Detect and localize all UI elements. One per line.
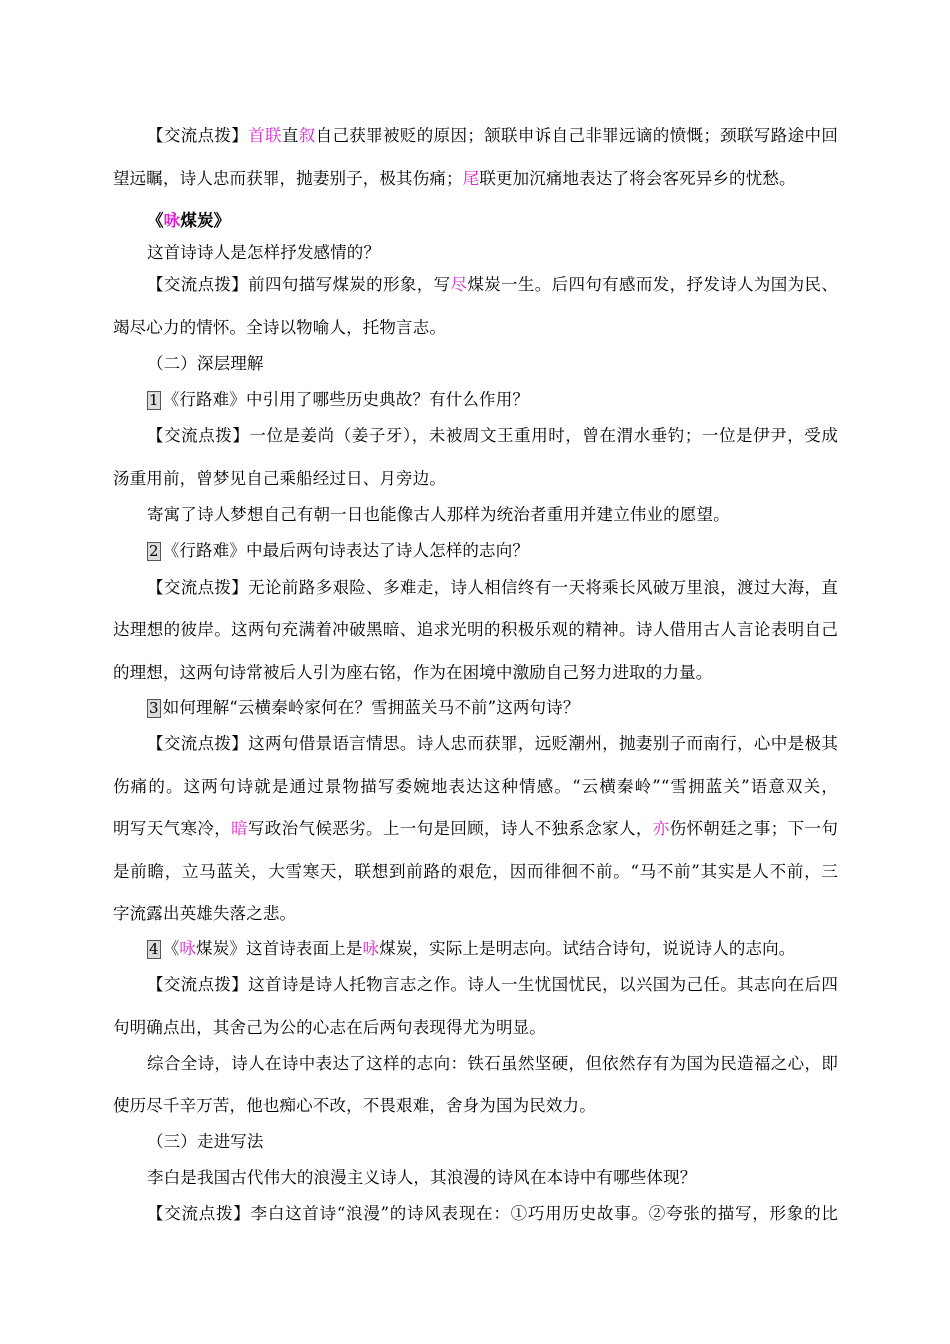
- highlight-text: 咏: [362, 939, 380, 958]
- question-number-box: 1: [149, 391, 159, 409]
- question-line: 这首诗诗人是怎样抒发感情的？: [147, 243, 381, 262]
- paragraph-line: [147, 273, 838, 297]
- text-run: 煤炭》: [180, 211, 231, 230]
- highlight-text: 尾: [462, 169, 480, 188]
- text-run: 《: [147, 211, 164, 230]
- text-run: 望远瞩，诗人忠而获罪，抛妻别子，极其伤痛；: [113, 169, 463, 188]
- highlight-text: 亦: [652, 819, 670, 838]
- text-run: 明写天气寒冷，: [113, 819, 232, 838]
- highlight-text: 叙: [298, 126, 316, 145]
- text-run: 煤炭，实际上是明志向。试结合诗句，说说诗人的志向。: [379, 939, 796, 958]
- paragraph-line: [147, 124, 838, 148]
- text-run: 伤怀朝廷之事；下一句: [669, 819, 839, 838]
- text-run: 煤炭一生。后四句有感而发，抒发诗人为国为民、: [467, 275, 838, 294]
- paragraph-line: 【交流点拨】这两句借景语言情思。诗人忠而获罪，远贬潮州，抛妻别子而南行，心中是极其: [147, 734, 838, 753]
- paragraph-line: 字流露出英雄失落之悲。: [113, 904, 297, 923]
- highlight-text: 暗: [231, 819, 248, 838]
- text-run: 【交流点拨】: [147, 126, 249, 145]
- paragraph-line: [113, 167, 838, 191]
- question-number-box: 4: [149, 940, 159, 958]
- text-run: 联更加沉痛地表达了将会客死异乡的忧愁。: [479, 169, 796, 188]
- paragraph-line: 达理想的彼岸。这两句充满着冲破黑暗、追求光明的积极乐观的精神。诗人借用古人言论表明自己: [113, 620, 838, 639]
- text-run: 如何理解“云横秦岭家何在？雪拥蓝关马不前”这两句诗？: [162, 698, 580, 717]
- paragraph-line: 使历尽千辛万苦，他也痴心不改，不畏艰难，舍身为国为民效力。: [113, 1096, 596, 1115]
- text-run: 《: [162, 939, 180, 958]
- text-run: 《行路难》中引用了哪些历史典故？有什么作用？: [162, 390, 530, 409]
- paragraph-line: 句明确点出，其舍己为公的心志在后两句表现得尤为明显。: [113, 1018, 546, 1037]
- question-number-box: 3: [149, 699, 159, 717]
- paragraph-line: 伤痛的。这两句诗就是通过景物描写委婉地表达这种情感。“云横秦岭”“雪拥蓝关”语意双关，: [113, 777, 838, 796]
- paragraph-line: [113, 817, 838, 841]
- question-line: 李白是我国古代伟大的浪漫主义诗人，其浪漫的诗风在本诗中有哪些体现？: [147, 1168, 697, 1187]
- text-run: 【交流点拨】前四句描写煤炭的形象，写: [147, 275, 451, 294]
- text-run: 自己获罪被贬的原因；颔联申诉自己非罪远谪的愤慨；颈联写路途中回: [315, 126, 838, 145]
- highlight-text: 首联: [248, 126, 282, 145]
- text-run: 直: [281, 126, 299, 145]
- paragraph-line: 【交流点拨】无论前路多艰险、多难走，诗人相信终有一天将乘长风破万里浪，渡过大海，直: [147, 578, 838, 597]
- question-number-box: 2: [149, 542, 159, 560]
- text-run: 写政治气候恶劣。上一句是回顾，诗人不独系念家人，: [247, 819, 653, 838]
- paragraph-line: 【交流点拨】一位是姜尚（姜子牙），未被周文王重用时，曾在渭水垂钓；一位是伊尹，受成: [147, 426, 838, 445]
- text-run: 煤炭》这首诗表面上是: [196, 939, 363, 958]
- highlight-text: 咏: [163, 211, 181, 230]
- paragraph-line: 的理想，这两句诗常被后人引为座右铭，作为在困境中激励自己努力进取的力量。: [113, 663, 713, 682]
- section-heading: （二）深层理解: [147, 354, 264, 373]
- highlight-text: 尽: [450, 275, 468, 294]
- question-line: [147, 539, 838, 563]
- question-line: [147, 388, 838, 412]
- section-heading: （三）走进写法: [147, 1132, 264, 1151]
- text-run: 《行路难》中最后两句诗表达了诗人怎样的志向？: [162, 541, 530, 560]
- paragraph-line: 寄寓了诗人梦想自己有朝一日也能像古人那样为统治者重用并建立伟业的愿望。: [147, 505, 730, 524]
- paragraph-line: 竭尽心力的情怀。全诗以物喻人，托物言志。: [113, 318, 446, 337]
- paragraph-line: 是前瞻，立马蓝关，大雪寒天，联想到前路的艰危，因而徘徊不前。“马不前”其实是人不前，三: [113, 862, 838, 881]
- highlight-text: 咏: [179, 939, 197, 958]
- paragraph-line: 汤重用前，曾梦见自己乘船经过日、月旁边。: [113, 469, 446, 488]
- paragraph-line: 综合全诗，诗人在诗中表达了这样的志向：铁石虽然坚硬，但依然存有为国为民造福之心，即: [147, 1054, 838, 1073]
- question-line: [147, 937, 838, 961]
- paragraph-line: 【交流点拨】李白这首诗“浪漫”的诗风表现在：①巧用历史故事。②夸张的描写，形象的比: [147, 1204, 838, 1223]
- section-heading: [147, 209, 838, 233]
- question-line: [147, 696, 838, 720]
- paragraph-line: 【交流点拨】这首诗是诗人托物言志之作。诗人一生忧国忧民，以兴国为己任。其志向在后四: [147, 975, 838, 994]
